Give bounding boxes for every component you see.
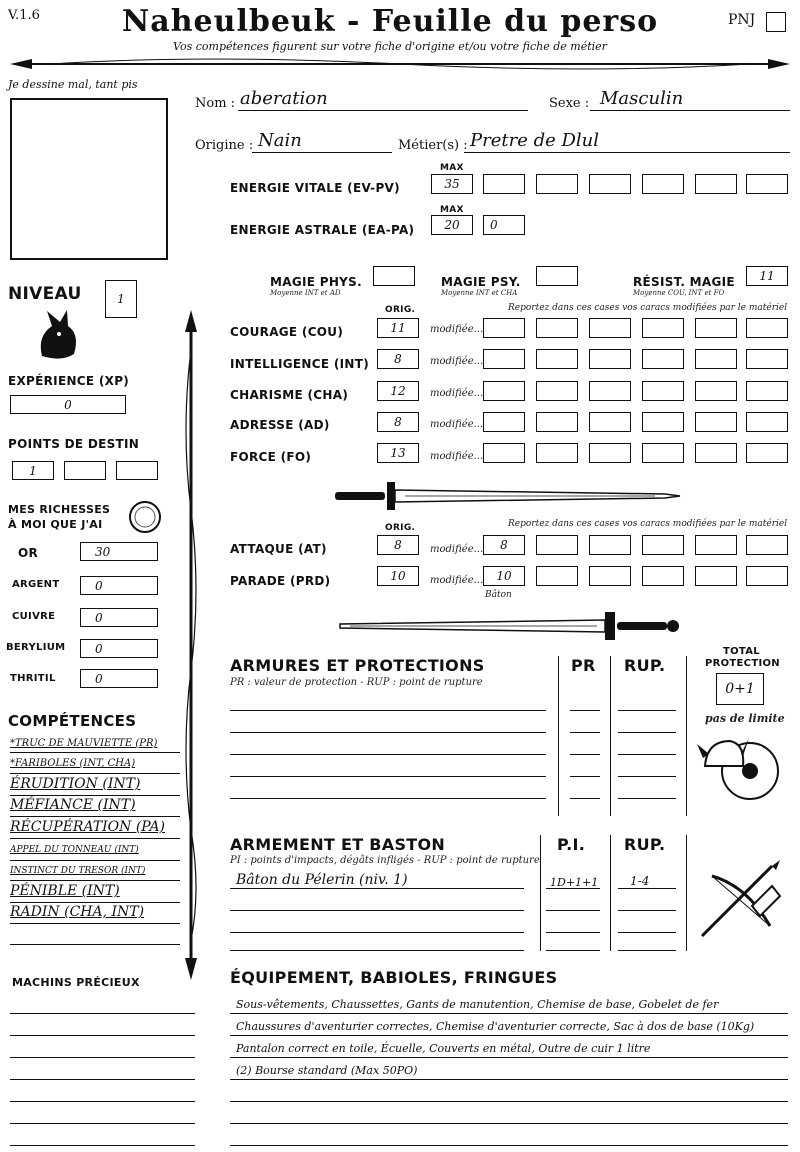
attaque-mod-box[interactable]: [589, 535, 631, 555]
attaque-mod-box[interactable]: [536, 535, 578, 555]
origine-label: Origine :: [195, 138, 254, 153]
carac-mod-box[interactable]: [746, 412, 788, 432]
armement-col-rup: RUP.: [624, 835, 666, 854]
carac-mod-box[interactable]: [642, 349, 684, 369]
machins-title: MACHINS PRÉCIEUX: [12, 976, 140, 989]
equipement-line[interactable]: Sous-vêtements, Chaussettes, Gants de manutention, Chemise de base, Gobelet de fer: [236, 998, 719, 1011]
modif-label: modifiée...: [430, 451, 484, 462]
carac-label: INTELLIGENCE (INT): [230, 357, 369, 371]
carac-mod-box[interactable]: [746, 349, 788, 369]
carac-mod-box[interactable]: [536, 443, 578, 463]
attaque-mod-box[interactable]: 8: [483, 535, 525, 555]
carac-mod-box[interactable]: [536, 412, 578, 432]
total-label-2: PROTECTION: [705, 658, 780, 669]
skill-item: PÉNIBLE (INT): [10, 883, 120, 899]
modif-label: modifiée...: [430, 356, 484, 367]
armures-sub: PR : valeur de protection - RUP : point de rupture: [230, 677, 483, 688]
skill-item: RADIN (CHA, INT): [10, 904, 145, 920]
armement-title: ARMEMENT ET BASTON: [230, 835, 446, 854]
equipement-line[interactable]: Pantalon correct en toile, Écuelle, Couverts en métal, Outre de cuir 1 litre: [236, 1042, 651, 1055]
or-label: OR: [18, 546, 39, 560]
carac-mod-box[interactable]: [483, 349, 525, 369]
sword-icon: [335, 610, 685, 642]
weapon-rup[interactable]: 1-4: [630, 874, 650, 888]
xp-label: EXPÉRIENCE (XP): [8, 374, 130, 388]
armures-title: ARMURES ET PROTECTIONS: [230, 656, 485, 675]
carac-label: FORCE (FO): [230, 450, 312, 464]
carac-mod-box[interactable]: [483, 381, 525, 401]
coin-icon: [128, 500, 162, 534]
modif-label: modifiée...: [430, 419, 484, 430]
carac-mod-box[interactable]: [695, 349, 737, 369]
page-subtitle: Vos compétences figurent sur votre fiche d'origine et/ou votre fiche de métier: [173, 40, 607, 53]
pnj-checkbox[interactable]: [766, 12, 786, 32]
carac-mod-box[interactable]: [483, 412, 525, 432]
origine-value[interactable]: Nain: [258, 130, 302, 151]
ev-box[interactable]: [695, 174, 737, 194]
carac-orig-box[interactable]: 12: [377, 381, 419, 401]
armures-col-pr: PR: [571, 656, 596, 675]
cuivre-label: CUIVRE: [12, 611, 56, 622]
argent-label: ARGENT: [12, 579, 60, 590]
or-box[interactable]: 30: [80, 542, 158, 561]
sword-icon: [335, 480, 685, 512]
total-protection-box[interactable]: 0+1: [716, 673, 764, 705]
ea-current-box[interactable]: 0: [483, 215, 525, 235]
carac-mod-box[interactable]: [695, 443, 737, 463]
destin-label: POINTS DE DESTIN: [8, 437, 140, 451]
sexe-label: Sexe :: [549, 96, 590, 111]
equipement-line[interactable]: (2) Bourse standard (Max 50PO): [236, 1064, 418, 1077]
carac-mod-box[interactable]: [642, 412, 684, 432]
carac-mod-box[interactable]: [642, 318, 684, 338]
resist-magie-label: RÉSIST. MAGIE: [633, 275, 735, 289]
carac-note: Reportez dans ces cases vos caracs modifiées par le matériel: [508, 303, 788, 313]
carac-mod-box[interactable]: [642, 443, 684, 463]
metier-label: Métier(s) :: [398, 138, 468, 153]
niveau-box[interactable]: 1: [105, 280, 137, 318]
parade-orig-box[interactable]: 10: [377, 566, 419, 586]
parade-mod-box[interactable]: [536, 566, 578, 586]
thritil-label: THRITIL: [10, 673, 56, 684]
thritil-box[interactable]: 0: [80, 669, 158, 688]
carac-mod-box[interactable]: [695, 381, 737, 401]
sexe-value[interactable]: Masculin: [600, 88, 684, 109]
magie-phys-box[interactable]: [373, 266, 415, 286]
ev-max-label: MAX: [440, 163, 464, 173]
carac-mod-box[interactable]: [483, 318, 525, 338]
niveau-label: NIVEAU: [8, 284, 82, 304]
pnj-label: PNJ: [728, 12, 756, 28]
equipement-title: ÉQUIPEMENT, BABIOLES, FRINGUES: [230, 968, 558, 987]
parade-mod-box[interactable]: 10: [483, 566, 525, 586]
decorative-staff: [180, 310, 202, 980]
skill-item: APPEL DU TONNEAU (INT): [10, 845, 139, 855]
berylium-box[interactable]: 0: [80, 639, 158, 658]
carac-mod-box[interactable]: [746, 381, 788, 401]
carac-mod-box[interactable]: [695, 412, 737, 432]
carac-mod-box[interactable]: [589, 349, 631, 369]
armures-col-rup: RUP.: [624, 656, 666, 675]
skill-item: INSTINCT DU TRESOR (INT): [10, 866, 146, 876]
parade-label: PARADE (PRD): [230, 574, 331, 588]
modif-label: modifiée...: [430, 544, 484, 555]
modif-label: modifiée...: [430, 324, 484, 335]
carac-mod-box[interactable]: [589, 381, 631, 401]
armement-col-pi: P.I.: [557, 835, 586, 854]
ev-box[interactable]: [536, 174, 578, 194]
armement-sub: PI : points d'impacts, dégâts infligés - RUP : point de rupture: [230, 855, 540, 866]
portrait-caption: Je dessine mal, tant pis: [8, 78, 138, 91]
attaque-mod-box[interactable]: [695, 535, 737, 555]
magie-phys-sub: Moyenne INT et AD: [270, 289, 341, 297]
skill-item: MÉFIANCE (INT): [10, 797, 136, 813]
cuivre-box[interactable]: 0: [80, 608, 158, 627]
carac-orig-box[interactable]: 8: [377, 412, 419, 432]
ea-max-box[interactable]: 20: [431, 215, 473, 235]
decorative-spear: [10, 54, 790, 74]
parade-mod-box[interactable]: [746, 566, 788, 586]
attaque-mod-box[interactable]: [642, 535, 684, 555]
metier-value[interactable]: Pretre de Dlul: [470, 130, 600, 151]
magie-psy-box[interactable]: [536, 266, 578, 286]
carac-mod-box[interactable]: [746, 318, 788, 338]
carac-mod-box[interactable]: [589, 443, 631, 463]
equipement-line[interactable]: Chaussures d'aventurier correctes, Chemise d'aventurier correcte, Sac à dos de base (10Kg): [236, 1020, 755, 1033]
carac-mod-box[interactable]: [642, 381, 684, 401]
carac-orig-label: ORIG.: [385, 305, 416, 315]
attaque-mod-box[interactable]: [746, 535, 788, 555]
dragon-icon: [32, 306, 82, 362]
ev-box[interactable]: [642, 174, 684, 194]
magie-psy-sub: Moyenne INT et CHA: [441, 289, 518, 297]
parade-mod-box[interactable]: [589, 566, 631, 586]
carac-label: CHARISME (CHA): [230, 388, 349, 402]
weapon-pi[interactable]: 1D+1+1: [550, 876, 599, 889]
destin-box[interactable]: 1: [12, 461, 54, 480]
ev-box[interactable]: [589, 174, 631, 194]
ea-label: ENERGIE ASTRALE (EA-PA): [230, 223, 415, 237]
carac-orig-box[interactable]: 8: [377, 349, 419, 369]
destin-box-3[interactable]: [116, 461, 158, 480]
combat-orig-label: ORIG.: [385, 523, 416, 533]
magie-phys-label: MAGIE PHYS.: [270, 275, 362, 289]
version-label: V.1.6: [8, 8, 40, 23]
ev-label: ENERGIE VITALE (EV-PV): [230, 181, 400, 195]
resist-magie-sub: Moyenne COU, INT et FO: [633, 289, 725, 297]
combat-note: Reportez dans ces cases vos caracs modifiées par le matériel: [508, 519, 788, 529]
nom-label: Nom :: [195, 96, 236, 111]
carac-mod-box[interactable]: [536, 318, 578, 338]
skill-item: RÉCUPÉRATION (PA): [10, 819, 166, 835]
xp-box[interactable]: 0: [10, 395, 126, 414]
parade-mod-box[interactable]: [642, 566, 684, 586]
ev-max-box[interactable]: 35: [431, 174, 473, 194]
weapon-note: Bâton: [485, 590, 512, 600]
ev-box[interactable]: [746, 174, 788, 194]
nom-value[interactable]: aberation: [240, 88, 328, 109]
resist-magie-box[interactable]: 11: [746, 266, 788, 286]
carac-mod-box[interactable]: [483, 443, 525, 463]
carac-label: COURAGE (COU): [230, 325, 344, 339]
richesses-label-2: À MOI QUE J'AI: [8, 518, 103, 531]
ev-box[interactable]: [483, 174, 525, 194]
weapon-name[interactable]: Bâton du Pélerin (niv. 1): [236, 872, 408, 888]
carac-orig-box[interactable]: 11: [377, 318, 419, 338]
total-label-1: TOTAL: [723, 646, 760, 657]
ea-max-label: MAX: [440, 205, 464, 215]
carac-label: ADRESSE (AD): [230, 418, 330, 432]
carac-mod-box[interactable]: [695, 318, 737, 338]
carac-mod-box[interactable]: [589, 412, 631, 432]
carac-orig-box[interactable]: 13: [377, 443, 419, 463]
portrait-box[interactable]: [10, 98, 168, 260]
skill-item: ÉRUDITION (INT): [10, 776, 141, 792]
richesses-label-1: MES RICHESSES: [8, 503, 111, 516]
modif-label: modifiée...: [430, 388, 484, 399]
skill-item: *TRUC DE MAUVIETTE (PR): [10, 738, 158, 749]
attaque-label: ATTAQUE (AT): [230, 542, 327, 556]
carac-mod-box[interactable]: [589, 318, 631, 338]
limit-note: pas de limite: [705, 712, 785, 725]
carac-mod-box[interactable]: [746, 443, 788, 463]
parade-mod-box[interactable]: [695, 566, 737, 586]
carac-mod-box[interactable]: [536, 381, 578, 401]
helmet-shield-icon: [695, 726, 785, 806]
competences-title: COMPÉTENCES: [8, 712, 137, 730]
attaque-orig-box[interactable]: 8: [377, 535, 419, 555]
modif-label: modifiée...: [430, 575, 484, 586]
magie-psy-label: MAGIE PSY.: [441, 275, 521, 289]
berylium-label: BERYLIUM: [6, 642, 66, 653]
carac-mod-box[interactable]: [536, 349, 578, 369]
destin-box-2[interactable]: [64, 461, 106, 480]
argent-box[interactable]: 0: [80, 576, 158, 595]
skill-item: *FARIBOLES (INT, CHA): [10, 758, 136, 769]
weapons-icon: [692, 856, 787, 946]
page-title: Naheulbeuk - Feuille du perso: [121, 4, 659, 39]
